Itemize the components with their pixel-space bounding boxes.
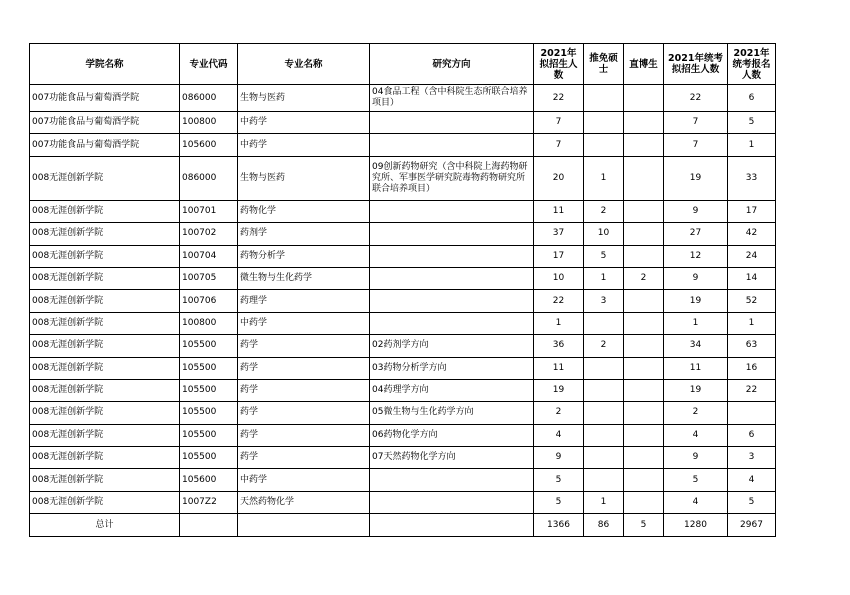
- cell-college: 008无涯创新学院: [30, 402, 180, 424]
- total-row: [30, 514, 776, 537]
- cell-recommended-master: [584, 379, 624, 401]
- cell-direct-phd: [624, 85, 664, 112]
- cell-major-name: 药剂学: [238, 223, 370, 245]
- cell-recommended-master: [584, 402, 624, 424]
- cell-research-direction: 03药物分析学方向: [370, 357, 534, 379]
- cell-major-name: 生物与医药: [238, 156, 370, 200]
- cell-major-name: 药学: [238, 379, 370, 401]
- cell-recommended-master: 1: [584, 491, 624, 513]
- cell-major-code: 086000: [180, 156, 238, 200]
- cell-research-direction: 04食品工程（含中科院生态所联合培养项目）: [370, 85, 534, 112]
- cell-research-direction: 02药剂学方向: [370, 335, 534, 357]
- cell-research-direction: 06药物化学方向: [370, 424, 534, 446]
- table-row: [30, 357, 776, 379]
- cell-research-direction: [370, 223, 534, 245]
- table-row: [30, 112, 776, 134]
- total-exam-planned: 1280: [664, 514, 728, 537]
- header-exam-planned: 2021年统考拟招生人数: [664, 44, 728, 85]
- cell-research-direction: [370, 491, 534, 513]
- cell-research-direction: [370, 290, 534, 312]
- cell-exam-applicants: 42: [728, 223, 776, 245]
- cell-exam-planned: 19: [664, 379, 728, 401]
- enrollment-table: [29, 43, 776, 537]
- cell-college: 008无涯创新学院: [30, 245, 180, 267]
- cell-exam-applicants: 4: [728, 469, 776, 491]
- cell-exam-applicants: 6: [728, 424, 776, 446]
- cell-recommended-master: [584, 112, 624, 134]
- cell-exam-applicants: 6: [728, 85, 776, 112]
- cell-exam-planned: 9: [664, 447, 728, 469]
- cell-exam-planned: 12: [664, 245, 728, 267]
- cell-major-name: 中药学: [238, 112, 370, 134]
- cell-major-code: 105500: [180, 402, 238, 424]
- table-row: [30, 134, 776, 156]
- table-row: [30, 491, 776, 513]
- cell-exam-applicants: 24: [728, 245, 776, 267]
- table-row: [30, 402, 776, 424]
- cell-direct-phd: [624, 223, 664, 245]
- cell-major-code: 100800: [180, 112, 238, 134]
- cell-exam-planned: 1: [664, 312, 728, 334]
- cell-major-code: 100701: [180, 200, 238, 222]
- cell-college: 007功能食品与葡萄酒学院: [30, 134, 180, 156]
- cell-college: 007功能食品与葡萄酒学院: [30, 112, 180, 134]
- cell-major-name: 微生物与生化药学: [238, 267, 370, 289]
- cell-research-direction: [370, 134, 534, 156]
- cell-research-direction: 07天然药物化学方向: [370, 447, 534, 469]
- table-row: [30, 379, 776, 401]
- cell-major-name: 药学: [238, 447, 370, 469]
- cell-college: 008无涯创新学院: [30, 357, 180, 379]
- cell-exam-planned: 2: [664, 402, 728, 424]
- cell-planned-enrollment: 11: [534, 200, 584, 222]
- cell-major-code: 086000: [180, 85, 238, 112]
- total-direct-phd: 5: [624, 514, 664, 537]
- cell-college: 008无涯创新学院: [30, 469, 180, 491]
- cell-planned-enrollment: 19: [534, 379, 584, 401]
- cell-research-direction: [370, 245, 534, 267]
- table-row: [30, 200, 776, 222]
- cell-research-direction: [370, 112, 534, 134]
- cell-college: 008无涯创新学院: [30, 424, 180, 446]
- cell-major-code: 105500: [180, 424, 238, 446]
- cell-research-direction: 09创新药物研究（含中科院上海药物研究所、军事医学研究院毒物药物研究所联合培养项目）: [370, 156, 534, 200]
- cell-recommended-master: [584, 357, 624, 379]
- cell-exam-applicants: 14: [728, 267, 776, 289]
- cell-exam-planned: 11: [664, 357, 728, 379]
- table-row: [30, 335, 776, 357]
- cell-recommended-master: 2: [584, 335, 624, 357]
- cell-exam-applicants: 17: [728, 200, 776, 222]
- cell-planned-enrollment: 1: [534, 312, 584, 334]
- cell-exam-applicants: 3: [728, 447, 776, 469]
- header-college: 学院名称: [30, 44, 180, 85]
- cell-college: 008无涯创新学院: [30, 290, 180, 312]
- cell-direct-phd: [624, 491, 664, 513]
- cell-recommended-master: 1: [584, 156, 624, 200]
- cell-exam-applicants: 5: [728, 112, 776, 134]
- total-exam-applicants: 2967: [728, 514, 776, 537]
- cell-direct-phd: [624, 312, 664, 334]
- cell-planned-enrollment: 4: [534, 424, 584, 446]
- cell-direct-phd: [624, 200, 664, 222]
- cell-exam-planned: 34: [664, 335, 728, 357]
- cell-research-direction: [370, 312, 534, 334]
- cell-college: 008无涯创新学院: [30, 223, 180, 245]
- cell-exam-applicants: [728, 402, 776, 424]
- cell-college: 008无涯创新学院: [30, 156, 180, 200]
- cell-direct-phd: [624, 402, 664, 424]
- cell-major-code: 105500: [180, 357, 238, 379]
- cell-planned-enrollment: 10: [534, 267, 584, 289]
- cell-exam-applicants: 5: [728, 491, 776, 513]
- cell-college: 008无涯创新学院: [30, 200, 180, 222]
- total-cell: [238, 514, 370, 537]
- cell-major-name: 药物化学: [238, 200, 370, 222]
- cell-major-code: 105500: [180, 447, 238, 469]
- cell-exam-planned: 4: [664, 491, 728, 513]
- cell-exam-applicants: 33: [728, 156, 776, 200]
- header-row: [30, 44, 776, 85]
- cell-exam-applicants: 52: [728, 290, 776, 312]
- cell-direct-phd: [624, 245, 664, 267]
- cell-direct-phd: [624, 112, 664, 134]
- header-exam-applicants: 2021年统考报名人数: [728, 44, 776, 85]
- table-row: [30, 447, 776, 469]
- cell-recommended-master: 5: [584, 245, 624, 267]
- cell-major-name: 药学: [238, 402, 370, 424]
- cell-major-code: 100702: [180, 223, 238, 245]
- cell-exam-planned: 5: [664, 469, 728, 491]
- cell-direct-phd: [624, 469, 664, 491]
- cell-college: 008无涯创新学院: [30, 267, 180, 289]
- header-major-name: 专业名称: [238, 44, 370, 85]
- cell-recommended-master: [584, 469, 624, 491]
- total-cell: [370, 514, 534, 537]
- cell-major-code: 105500: [180, 379, 238, 401]
- cell-recommended-master: 1: [584, 267, 624, 289]
- cell-planned-enrollment: 37: [534, 223, 584, 245]
- cell-exam-applicants: 1: [728, 312, 776, 334]
- cell-exam-planned: 19: [664, 290, 728, 312]
- cell-direct-phd: [624, 156, 664, 200]
- cell-exam-planned: 9: [664, 200, 728, 222]
- table-row: [30, 290, 776, 312]
- cell-recommended-master: 2: [584, 200, 624, 222]
- cell-research-direction: [370, 267, 534, 289]
- cell-major-name: 中药学: [238, 469, 370, 491]
- cell-college: 007功能食品与葡萄酒学院: [30, 85, 180, 112]
- cell-planned-enrollment: 36: [534, 335, 584, 357]
- cell-major-name: 药理学: [238, 290, 370, 312]
- cell-exam-applicants: 16: [728, 357, 776, 379]
- table-row: [30, 312, 776, 334]
- cell-major-name: 药物分析学: [238, 245, 370, 267]
- table-row: [30, 245, 776, 267]
- cell-major-code: 105600: [180, 469, 238, 491]
- header-planned-enrollment: 2021年拟招生人数: [534, 44, 584, 85]
- cell-recommended-master: [584, 85, 624, 112]
- cell-major-code: 105500: [180, 335, 238, 357]
- cell-major-name: 药学: [238, 335, 370, 357]
- total-cell: [180, 514, 238, 537]
- table-row: [30, 156, 776, 200]
- cell-planned-enrollment: 5: [534, 491, 584, 513]
- cell-direct-phd: [624, 447, 664, 469]
- table-row: [30, 424, 776, 446]
- cell-research-direction: 04药理学方向: [370, 379, 534, 401]
- cell-major-name: 中药学: [238, 312, 370, 334]
- table-row: [30, 469, 776, 491]
- cell-exam-planned: 27: [664, 223, 728, 245]
- cell-major-name: 天然药物化学: [238, 491, 370, 513]
- cell-planned-enrollment: 7: [534, 134, 584, 156]
- cell-planned-enrollment: 22: [534, 85, 584, 112]
- cell-planned-enrollment: 20: [534, 156, 584, 200]
- cell-direct-phd: 2: [624, 267, 664, 289]
- cell-exam-planned: 7: [664, 134, 728, 156]
- cell-major-name: 药学: [238, 357, 370, 379]
- cell-direct-phd: [624, 357, 664, 379]
- cell-exam-planned: 7: [664, 112, 728, 134]
- cell-college: 008无涯创新学院: [30, 312, 180, 334]
- cell-major-name: 药学: [238, 424, 370, 446]
- cell-exam-applicants: 63: [728, 335, 776, 357]
- cell-exam-planned: 19: [664, 156, 728, 200]
- cell-major-name: 生物与医药: [238, 85, 370, 112]
- cell-exam-planned: 9: [664, 267, 728, 289]
- cell-planned-enrollment: 5: [534, 469, 584, 491]
- header-research-direction: 研究方向: [370, 44, 534, 85]
- cell-research-direction: [370, 200, 534, 222]
- cell-college: 008无涯创新学院: [30, 491, 180, 513]
- cell-planned-enrollment: 17: [534, 245, 584, 267]
- cell-exam-planned: 22: [664, 85, 728, 112]
- cell-recommended-master: [584, 447, 624, 469]
- total-recommended: 86: [584, 514, 624, 537]
- cell-exam-applicants: 22: [728, 379, 776, 401]
- cell-major-code: 100800: [180, 312, 238, 334]
- cell-major-code: 100704: [180, 245, 238, 267]
- cell-planned-enrollment: 11: [534, 357, 584, 379]
- cell-direct-phd: [624, 379, 664, 401]
- cell-recommended-master: [584, 312, 624, 334]
- total-planned: 1366: [534, 514, 584, 537]
- cell-college: 008无涯创新学院: [30, 447, 180, 469]
- table-body: [30, 85, 776, 514]
- table-row: [30, 223, 776, 245]
- cell-planned-enrollment: 7: [534, 112, 584, 134]
- cell-recommended-master: 3: [584, 290, 624, 312]
- cell-direct-phd: [624, 424, 664, 446]
- total-label: 总计: [30, 514, 180, 537]
- cell-direct-phd: [624, 290, 664, 312]
- cell-recommended-master: [584, 424, 624, 446]
- cell-college: 008无涯创新学院: [30, 335, 180, 357]
- cell-direct-phd: [624, 134, 664, 156]
- cell-research-direction: [370, 469, 534, 491]
- cell-college: 008无涯创新学院: [30, 379, 180, 401]
- header-direct-phd: 直博生: [624, 44, 664, 85]
- header-major-code: 专业代码: [180, 44, 238, 85]
- cell-major-name: 中药学: [238, 134, 370, 156]
- cell-major-code: 1007Z2: [180, 491, 238, 513]
- cell-major-code: 100706: [180, 290, 238, 312]
- cell-recommended-master: [584, 134, 624, 156]
- header-recommended-master: 推免硕士: [584, 44, 624, 85]
- cell-major-code: 100705: [180, 267, 238, 289]
- cell-planned-enrollment: 2: [534, 402, 584, 424]
- cell-planned-enrollment: 22: [534, 290, 584, 312]
- cell-exam-planned: 4: [664, 424, 728, 446]
- cell-major-code: 105600: [180, 134, 238, 156]
- cell-research-direction: 05微生物与生化药学方向: [370, 402, 534, 424]
- table-row: [30, 85, 776, 112]
- cell-recommended-master: 10: [584, 223, 624, 245]
- table-row: [30, 267, 776, 289]
- cell-direct-phd: [624, 335, 664, 357]
- cell-planned-enrollment: 9: [534, 447, 584, 469]
- cell-exam-applicants: 1: [728, 134, 776, 156]
